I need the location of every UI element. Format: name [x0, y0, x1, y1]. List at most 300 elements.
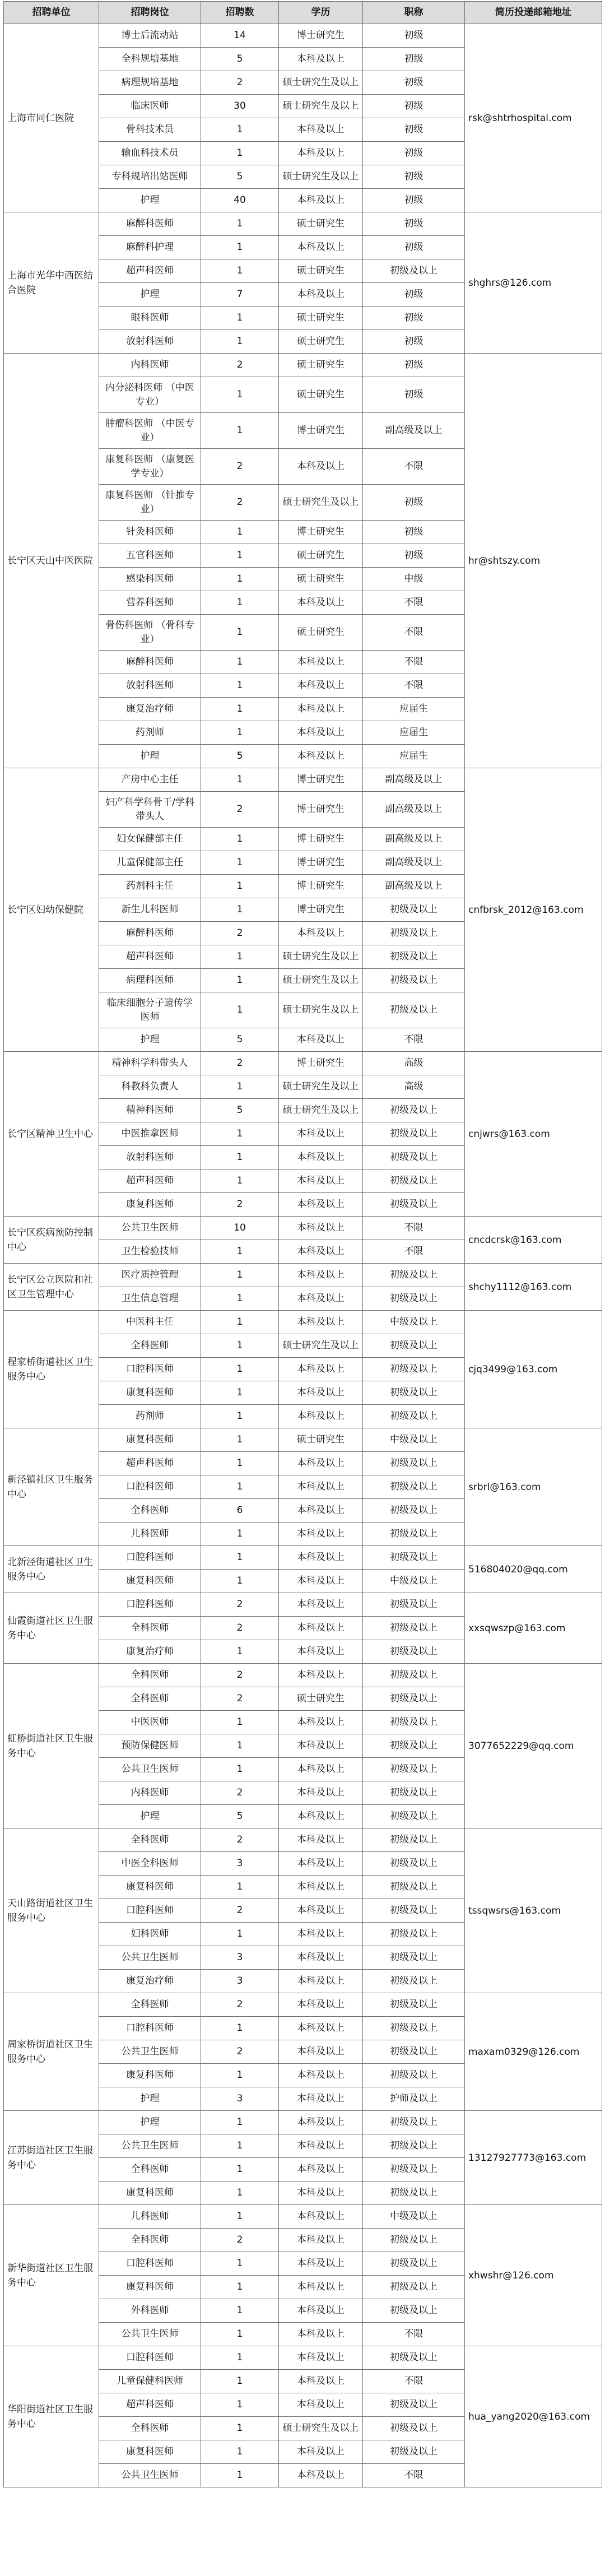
post-name: 针灸科医师 [99, 521, 201, 544]
post-name: 妇产科学科骨干/学科带头人 [99, 792, 201, 828]
hire-count: 1 [201, 1240, 279, 1264]
post-name: 康复科医师 （康复医学专业） [99, 449, 201, 485]
unit-name: 程家桥街道社区卫生服务中心 [4, 1311, 99, 1428]
professional-title: 初级及以上 [363, 2111, 465, 2134]
professional-title: 初级及以上 [363, 2346, 465, 2370]
education: 博士研究生 [279, 24, 363, 48]
hire-count: 2 [201, 1899, 279, 1923]
hire-count: 2 [201, 449, 279, 485]
professional-title: 初级及以上 [363, 1593, 465, 1617]
table-row [4, 1428, 602, 1452]
hire-count: 1 [201, 118, 279, 142]
post-name: 儿科医师 [99, 1523, 201, 1546]
unit-name: 新泾镇社区卫生服务中心 [4, 1428, 99, 1546]
education: 本科及以上 [279, 1970, 363, 1993]
hire-count: 2 [201, 1664, 279, 1687]
education: 本科及以上 [279, 698, 363, 721]
table-row [4, 1664, 602, 1687]
post-name: 眼科医师 [99, 307, 201, 330]
education: 硕士研究生及以上 [279, 2417, 363, 2440]
professional-title: 初级及以上 [363, 898, 465, 922]
hire-count: 1 [201, 1734, 279, 1758]
education: 本科及以上 [279, 1852, 363, 1876]
education: 博士研究生 [279, 898, 363, 922]
post-name: 五官科医师 [99, 544, 201, 568]
hire-count: 1 [201, 674, 279, 698]
education: 硕士研究生及以上 [279, 1334, 363, 1358]
post-name: 公共卫生医师 [99, 1217, 201, 1240]
education: 本科及以上 [279, 2111, 363, 2134]
education: 硕士研究生及以上 [279, 969, 363, 992]
recruitment-table [3, 1, 602, 2487]
unit-name: 长宁区疾病预防控制中心 [4, 1217, 99, 1264]
post-name: 精神科学科带头人 [99, 1052, 201, 1075]
post-name: 药剂师 [99, 1405, 201, 1428]
hire-count: 2 [201, 1052, 279, 1075]
resume-email[interactable]: cnfbrsk_2012@163.com [465, 768, 602, 1052]
hire-count: 1 [201, 2464, 279, 2487]
professional-title: 初级及以上 [363, 1946, 465, 1970]
education: 博士研究生 [279, 851, 363, 875]
education: 本科及以上 [279, 1711, 363, 1734]
post-name: 公共卫生医师 [99, 2323, 201, 2346]
education: 硕士研究生 [279, 568, 363, 591]
hire-count: 1 [201, 413, 279, 449]
professional-title: 初级及以上 [363, 2393, 465, 2417]
post-name: 护理 [99, 283, 201, 307]
hire-count: 1 [201, 2182, 279, 2205]
hire-count: 1 [201, 212, 279, 236]
professional-title: 初级及以上 [363, 2252, 465, 2276]
education: 硕士研究生及以上 [279, 165, 363, 189]
professional-title: 初级及以上 [363, 992, 465, 1028]
post-name: 感染科医师 [99, 568, 201, 591]
hire-count: 1 [201, 1122, 279, 1146]
education: 本科及以上 [279, 2370, 363, 2393]
education: 本科及以上 [279, 1217, 363, 1240]
hire-count: 1 [201, 330, 279, 354]
education: 本科及以上 [279, 1805, 363, 1828]
post-name: 护理 [99, 2087, 201, 2111]
professional-title: 不限 [363, 2464, 465, 2487]
hire-count: 1 [201, 1381, 279, 1405]
professional-title: 中级及以上 [363, 1428, 465, 1452]
education: 硕士研究生及以上 [279, 992, 363, 1028]
hire-count: 1 [201, 2417, 279, 2440]
professional-title: 中级及以上 [363, 1570, 465, 1593]
resume-email[interactable]: 3077652229@qq.com [465, 1664, 602, 1828]
hire-count: 2 [201, 354, 279, 377]
table-row [4, 2346, 602, 2370]
resume-email[interactable]: shchy1112@163.com [465, 1264, 602, 1311]
hire-count: 1 [201, 2299, 279, 2323]
hire-count: 1 [201, 1711, 279, 1734]
professional-title: 初级及以上 [363, 945, 465, 969]
post-name: 中医医师 [99, 1711, 201, 1734]
education: 硕士研究生及以上 [279, 945, 363, 969]
unit-name: 天山路街道社区卫生服务中心 [4, 1828, 99, 1993]
header-education: 学历 [279, 2, 363, 24]
professional-title: 初级 [363, 189, 465, 212]
table-row [4, 1217, 602, 1240]
professional-title: 初级 [363, 521, 465, 544]
unit-name: 虹桥街道社区卫生服务中心 [4, 1664, 99, 1828]
post-name: 病理规培基地 [99, 71, 201, 95]
education: 硕士研究生 [279, 1687, 363, 1711]
education: 本科及以上 [279, 922, 363, 945]
table-row [4, 212, 602, 236]
professional-title: 初级及以上 [363, 1664, 465, 1687]
professional-title: 初级及以上 [363, 1523, 465, 1546]
post-name: 护理 [99, 745, 201, 768]
education: 本科及以上 [279, 1664, 363, 1687]
professional-title: 初级及以上 [363, 1687, 465, 1711]
education: 本科及以上 [279, 1993, 363, 2017]
hire-count: 3 [201, 2087, 279, 2111]
hire-count: 1 [201, 377, 279, 413]
hire-count: 2 [201, 485, 279, 521]
professional-title: 初级 [363, 330, 465, 354]
professional-title: 初级及以上 [363, 2417, 465, 2440]
post-name: 康复科医师 [99, 1570, 201, 1593]
hire-count: 1 [201, 898, 279, 922]
post-name: 康复科医师 [99, 2064, 201, 2087]
hire-count: 2 [201, 1828, 279, 1852]
education: 本科及以上 [279, 1523, 363, 1546]
post-name: 口腔科医师 [99, 1593, 201, 1617]
education: 本科及以上 [279, 2276, 363, 2299]
hire-count: 1 [201, 1358, 279, 1381]
professional-title: 初级 [363, 142, 465, 165]
education: 本科及以上 [279, 1946, 363, 1970]
post-name: 全科医师 [99, 2417, 201, 2440]
post-name: 口腔科医师 [99, 1475, 201, 1499]
resume-email[interactable]: shghrs@126.com [465, 212, 602, 354]
education: 博士研究生 [279, 875, 363, 898]
education: 本科及以上 [279, 651, 363, 674]
hire-count: 1 [201, 1428, 279, 1452]
post-name: 护理 [99, 1028, 201, 1052]
hire-count: 1 [201, 1876, 279, 1899]
education: 本科及以上 [279, 2299, 363, 2323]
post-name: 康复科医师 [99, 1876, 201, 1899]
post-name: 护理 [99, 2111, 201, 2134]
resume-email[interactable]: xhwshr@126.com [465, 2205, 602, 2346]
table-row [4, 1546, 602, 1570]
post-name: 儿科医师 [99, 2205, 201, 2229]
post-name: 全科医师 [99, 1617, 201, 1640]
post-name: 全科医师 [99, 1499, 201, 1523]
unit-name: 华阳街道社区卫生服务中心 [4, 2346, 99, 2487]
hire-count: 1 [201, 2346, 279, 2370]
education: 博士研究生 [279, 1052, 363, 1075]
post-name: 病理科医师 [99, 969, 201, 992]
professional-title: 初级及以上 [363, 1475, 465, 1499]
education: 博士研究生 [279, 768, 363, 792]
post-name: 口腔科医师 [99, 1358, 201, 1381]
professional-title: 护师及以上 [363, 2087, 465, 2111]
professional-title: 初级及以上 [363, 1828, 465, 1852]
hire-count: 1 [201, 2276, 279, 2299]
resume-email[interactable]: cnjwrs@163.com [465, 1052, 602, 1217]
hire-count: 1 [201, 1523, 279, 1546]
resume-email[interactable]: cjq3499@163.com [465, 1311, 602, 1428]
professional-title: 初级及以上 [363, 1923, 465, 1946]
hire-count: 1 [201, 969, 279, 992]
unit-name: 上海市同仁医院 [4, 24, 99, 212]
education: 博士研究生 [279, 792, 363, 828]
professional-title: 初级及以上 [363, 1405, 465, 1428]
professional-title: 初级 [363, 48, 465, 71]
post-name: 全科医师 [99, 1334, 201, 1358]
education: 本科及以上 [279, 1028, 363, 1052]
hire-count: 1 [201, 1546, 279, 1570]
hire-count: 2 [201, 2040, 279, 2064]
post-name: 康复科医师 [99, 1381, 201, 1405]
education: 本科及以上 [279, 48, 363, 71]
professional-title: 初级及以上 [363, 2134, 465, 2158]
post-name: 康复治疗师 [99, 1640, 201, 1664]
hire-count: 7 [201, 283, 279, 307]
post-name: 内分泌科医师 （中医专业） [99, 377, 201, 413]
education: 本科及以上 [279, 1311, 363, 1334]
professional-title: 初级及以上 [363, 1758, 465, 1781]
professional-title: 不限 [363, 591, 465, 615]
hire-count: 1 [201, 651, 279, 674]
post-name: 康复治疗师 [99, 1970, 201, 1993]
table-row [4, 2205, 602, 2229]
post-name: 放射科医师 [99, 330, 201, 354]
hire-count: 2 [201, 1593, 279, 1617]
post-name: 康复科医师 [99, 1428, 201, 1452]
professional-title: 初级 [363, 377, 465, 413]
professional-title: 初级及以上 [363, 1452, 465, 1475]
professional-title: 初级 [363, 71, 465, 95]
education: 本科及以上 [279, 2393, 363, 2417]
header-post: 招聘岗位 [99, 2, 201, 24]
post-name: 内科医师 [99, 1781, 201, 1805]
professional-title: 不限 [363, 2323, 465, 2346]
resume-email[interactable]: hr@shtszy.com [465, 354, 602, 768]
education: 本科及以上 [279, 2064, 363, 2087]
unit-name: 长宁区妇幼保健院 [4, 768, 99, 1052]
hire-count: 1 [201, 2158, 279, 2182]
professional-title: 初级 [363, 118, 465, 142]
education: 本科及以上 [279, 2252, 363, 2276]
table-row [4, 354, 602, 377]
hire-count: 1 [201, 544, 279, 568]
professional-title: 初级 [363, 354, 465, 377]
education: 博士研究生 [279, 521, 363, 544]
professional-title: 副高级及以上 [363, 875, 465, 898]
hire-count: 14 [201, 24, 279, 48]
education: 本科及以上 [279, 1570, 363, 1593]
professional-title: 初级及以上 [363, 1734, 465, 1758]
education: 本科及以上 [279, 2134, 363, 2158]
hire-count: 5 [201, 48, 279, 71]
post-name: 骨伤科医师 （骨科专业） [99, 615, 201, 651]
education: 硕士研究生 [279, 354, 363, 377]
hire-count: 1 [201, 568, 279, 591]
unit-name: 江苏街道社区卫生服务中心 [4, 2111, 99, 2205]
hire-count: 1 [201, 1570, 279, 1593]
hire-count: 1 [201, 1075, 279, 1099]
table-row [4, 1052, 602, 1075]
post-name: 全科医师 [99, 2158, 201, 2182]
resume-email[interactable]: tssqwsrs@163.com [465, 1828, 602, 1993]
post-name: 口腔科医师 [99, 1546, 201, 1570]
education: 本科及以上 [279, 2182, 363, 2205]
education: 硕士研究生及以上 [279, 1075, 363, 1099]
hire-count: 10 [201, 1217, 279, 1240]
education: 硕士研究生及以上 [279, 95, 363, 118]
resume-email[interactable]: srbrl@163.com [465, 1428, 602, 1546]
hire-count: 1 [201, 2252, 279, 2276]
post-name: 科教科负责人 [99, 1075, 201, 1099]
post-name: 药剂科主任 [99, 875, 201, 898]
hire-count: 1 [201, 828, 279, 851]
professional-title: 初级及以上 [363, 1899, 465, 1923]
header-email: 简历投递邮箱地址 [465, 2, 602, 24]
education: 本科及以上 [279, 1899, 363, 1923]
professional-title: 初级及以上 [363, 1852, 465, 1876]
hire-count: 1 [201, 2111, 279, 2134]
header-count: 招聘数 [201, 2, 279, 24]
table-row [4, 1593, 602, 1617]
education: 本科及以上 [279, 1264, 363, 1287]
resume-email[interactable]: xxsqwszp@163.com [465, 1593, 602, 1664]
hire-count: 1 [201, 142, 279, 165]
post-name: 卫生检验技师 [99, 1240, 201, 1264]
post-name: 妇科医师 [99, 1923, 201, 1946]
education: 本科及以上 [279, 2205, 363, 2229]
post-name: 公共卫生医师 [99, 1758, 201, 1781]
post-name: 护理 [99, 189, 201, 212]
professional-title: 初级及以上 [363, 1146, 465, 1169]
hire-count: 1 [201, 236, 279, 259]
professional-title: 初级及以上 [363, 1499, 465, 1523]
post-name: 妇女保健部主任 [99, 828, 201, 851]
professional-title: 初级及以上 [363, 2040, 465, 2064]
hire-count: 2 [201, 922, 279, 945]
hire-count: 1 [201, 1169, 279, 1193]
hire-count: 1 [201, 1475, 279, 1499]
post-name: 康复科医师 [99, 2182, 201, 2205]
education: 本科及以上 [279, 2040, 363, 2064]
unit-name: 周家桥街道社区卫生服务中心 [4, 1993, 99, 2111]
hire-count: 1 [201, 698, 279, 721]
education: 硕士研究生 [279, 307, 363, 330]
post-name: 麻醉科医师 [99, 922, 201, 945]
professional-title: 副高级及以上 [363, 851, 465, 875]
professional-title: 初级及以上 [363, 1334, 465, 1358]
post-name: 新生儿科医师 [99, 898, 201, 922]
resume-email[interactable]: hua_yang2020@163.com [465, 2346, 602, 2487]
education: 硕士研究生 [279, 330, 363, 354]
post-name: 临床细胞分子遗传学医师 [99, 992, 201, 1028]
hire-count: 1 [201, 2323, 279, 2346]
education: 本科及以上 [279, 721, 363, 745]
education: 本科及以上 [279, 118, 363, 142]
education: 本科及以上 [279, 1287, 363, 1311]
education: 本科及以上 [279, 449, 363, 485]
education: 本科及以上 [279, 236, 363, 259]
professional-title: 初级及以上 [363, 2182, 465, 2205]
hire-count: 1 [201, 1405, 279, 1428]
professional-title: 副高级及以上 [363, 768, 465, 792]
professional-title: 应届生 [363, 698, 465, 721]
resume-email[interactable]: 516804020@qq.com [465, 1546, 602, 1593]
professional-title: 副高级及以上 [363, 828, 465, 851]
post-name: 产房中心主任 [99, 768, 201, 792]
professional-title: 中级及以上 [363, 1311, 465, 1334]
hire-count: 1 [201, 1923, 279, 1946]
education: 本科及以上 [279, 283, 363, 307]
hire-count: 1 [201, 945, 279, 969]
professional-title: 初级及以上 [363, 2064, 465, 2087]
education: 本科及以上 [279, 1546, 363, 1570]
post-name: 外科医师 [99, 2299, 201, 2323]
post-name: 康复科医师 [99, 2440, 201, 2464]
table-row [4, 1828, 602, 1852]
hire-count: 5 [201, 165, 279, 189]
education: 本科及以上 [279, 1146, 363, 1169]
hire-count: 2 [201, 792, 279, 828]
hire-count: 40 [201, 189, 279, 212]
education: 硕士研究生及以上 [279, 485, 363, 521]
professional-title: 初级及以上 [363, 1546, 465, 1570]
hire-count: 1 [201, 721, 279, 745]
education: 本科及以上 [279, 2158, 363, 2182]
post-name: 营养科医师 [99, 591, 201, 615]
education: 博士研究生 [279, 828, 363, 851]
hire-count: 1 [201, 1264, 279, 1287]
hire-count: 1 [201, 1146, 279, 1169]
professional-title: 初级及以上 [363, 922, 465, 945]
hire-count: 1 [201, 2064, 279, 2087]
post-name: 口腔科医师 [99, 1899, 201, 1923]
resume-email[interactable]: rsk@shtrhospital.com [465, 24, 602, 212]
professional-title: 不限 [363, 449, 465, 485]
hire-count: 1 [201, 992, 279, 1028]
professional-title: 中级及以上 [363, 2205, 465, 2229]
resume-email[interactable]: 13127927773@163.com [465, 2111, 602, 2205]
resume-email[interactable]: maxam0329@126.com [465, 1993, 602, 2111]
education: 硕士研究生 [279, 544, 363, 568]
post-name: 骨科技术员 [99, 118, 201, 142]
post-name: 药剂师 [99, 721, 201, 745]
post-name: 中医科主任 [99, 1311, 201, 1334]
professional-title: 不限 [363, 1240, 465, 1264]
education: 硕士研究生 [279, 615, 363, 651]
education: 博士研究生 [279, 413, 363, 449]
professional-title: 初级及以上 [363, 1805, 465, 1828]
post-name: 儿童保健科医师 [99, 2370, 201, 2393]
education: 本科及以上 [279, 1758, 363, 1781]
hire-count: 2 [201, 1993, 279, 2017]
resume-email[interactable]: cncdcrsk@163.com [465, 1217, 602, 1264]
unit-name: 长宁区精神卫生中心 [4, 1052, 99, 1217]
professional-title: 副高级及以上 [363, 792, 465, 828]
post-name: 口腔科医师 [99, 2252, 201, 2276]
professional-title: 初级 [363, 24, 465, 48]
professional-title: 初级 [363, 236, 465, 259]
education: 硕士研究生 [279, 377, 363, 413]
hire-count: 2 [201, 71, 279, 95]
education: 本科及以上 [279, 674, 363, 698]
hire-count: 2 [201, 1193, 279, 1217]
unit-name: 新华街道社区卫生服务中心 [4, 2205, 99, 2346]
